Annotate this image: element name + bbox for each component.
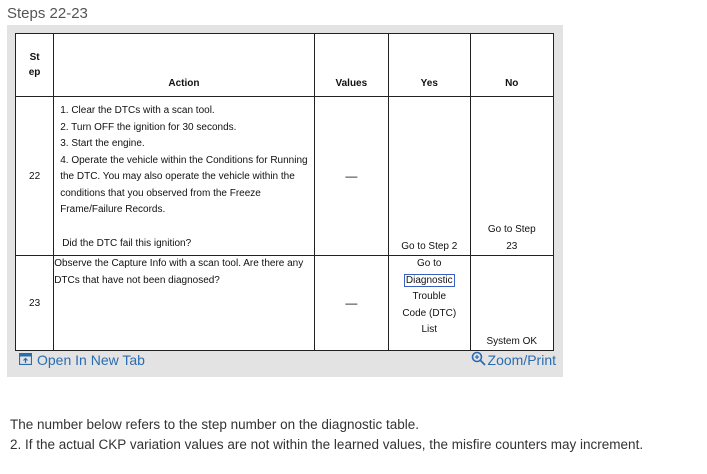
table-row — [16, 256, 554, 351]
yes-suffix: Trouble Code (DTC) List — [402, 291, 457, 335]
header-step-label: St ep — [28, 52, 41, 78]
action-cell: Observe the Capture Info with a scan tool. Are there any DTCs that have not been diagnosed? — [54, 256, 314, 351]
table-header-row — [16, 34, 554, 97]
action-cell — [54, 97, 314, 256]
header-action: Action — [54, 34, 314, 97]
open-tab-icon — [19, 352, 32, 368]
section-title: Steps 22-23 — [7, 5, 88, 22]
values-cell: — — [314, 256, 388, 351]
step-number: 22 — [16, 97, 54, 256]
open-in-new-tab-link[interactable] — [19, 352, 145, 368]
note-intro: The number below refers to the step number on the diagnostic table. — [10, 417, 419, 432]
no-cell[interactable] — [470, 97, 554, 256]
note-item: 2. If the actual CKP variation values are not within the learned values, the misfire counters may increment. — [10, 437, 644, 452]
diagnostic-table — [15, 33, 554, 351]
zoom-print-label: Zoom/Print — [487, 352, 556, 368]
diagnostic-link[interactable]: Diagnostic — [405, 274, 453, 286]
action-step: 2. Turn OFF the ignition for 30 seconds. — [60, 121, 237, 133]
header-values: Values — [314, 34, 388, 97]
table-footer-bar — [7, 347, 563, 375]
yes-cell[interactable]: Go to Step 2 — [389, 97, 470, 256]
action-steps-list — [54, 97, 313, 219]
action-question: Did the DTC fail this ignition? — [62, 238, 192, 249]
zoom-print-link[interactable] — [471, 351, 556, 369]
open-in-new-tab-label: Open In New Tab — [37, 352, 145, 368]
action-step: 3. Start the engine. — [60, 138, 145, 149]
diagnostic-table-frame — [7, 25, 563, 377]
header-no: No — [470, 34, 554, 97]
action-step: 4. Operate the vehicle within the Conditions for Running the DTC. You may also operate the vehicle within the conditions that you observed from the Freeze Frame/Failure Records. — [60, 154, 308, 215]
magnifier-icon — [471, 351, 486, 369]
action-step: 1. Clear the DTCs with a scan tool. — [60, 105, 215, 116]
header-yes: Yes — [389, 34, 470, 97]
yes-cell — [389, 256, 470, 351]
table-row — [16, 97, 554, 256]
no-cell-text: Go to Step 23 — [487, 224, 536, 252]
no-cell: System OK — [470, 256, 554, 351]
yes-prefix: Go to — [417, 258, 442, 269]
values-cell: — — [314, 97, 388, 256]
step-number: 23 — [16, 256, 54, 351]
header-step — [16, 34, 54, 97]
